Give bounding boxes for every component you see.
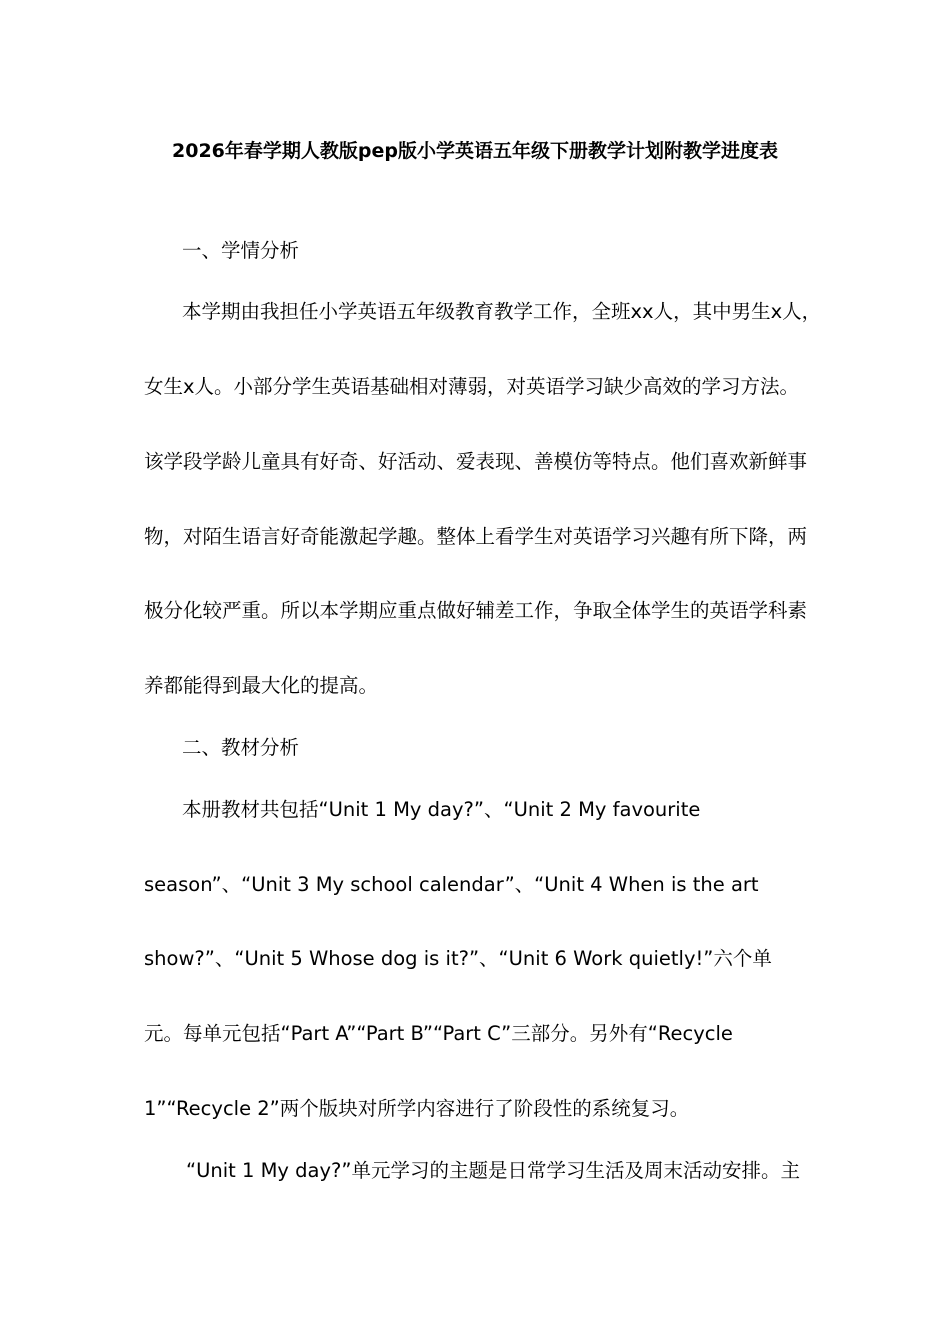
section-heading-textbook-analysis: 二、教材分析 xyxy=(182,736,300,759)
document-title: 2026年春学期人教版pep版小学英语五年级下册教学计划附教学进度表 xyxy=(172,140,778,162)
paragraph-line: 元。每单元包括“Part A”“Part B”“Part C”三部分。另外有“Recycle xyxy=(144,1022,733,1045)
paragraph-line: 养都能得到最大化的提高。 xyxy=(144,674,379,697)
paragraph-line: season”、“Unit 3 My school calendar”、“Unit 4 When is the art xyxy=(144,873,759,896)
paragraph-line: 本学期由我担任小学英语五年级教育教学工作，全班xx人，其中男生x人， xyxy=(182,300,822,323)
paragraph-line: 极分化较严重。所以本学期应重点做好辅差工作，争取全体学生的英语学科素 xyxy=(144,599,808,622)
paragraph-line: “Unit 1 My day?”单元学习的主题是日常学习生活及周末活动安排。主 xyxy=(186,1159,800,1182)
paragraph-line: 物，对陌生语言好奇能激起学趣。整体上看学生对英语学习兴趣有所下降，两 xyxy=(144,525,808,548)
paragraph-line: 女生x人。小部分学生英语基础相对薄弱，对英语学习缺少高效的学习方法。 xyxy=(144,375,800,398)
paragraph-line: 该学段学龄儿童具有好奇、好活动、爱表现、善模仿等特点。他们喜欢新鲜事 xyxy=(144,450,808,473)
paragraph-line: 1”“Recycle 2”两个版块对所学内容进行了阶段性的系统复习。 xyxy=(144,1097,690,1120)
paragraph-line: show?”、“Unit 5 Whose dog is it?”、“Unit 6 Work quietly!”六个单 xyxy=(144,947,772,970)
paragraph-line: 本册教材共包括“Unit 1 My day?”、“Unit 2 My favourite xyxy=(182,798,701,821)
section-heading-learning-analysis: 一、学情分析 xyxy=(182,239,300,262)
